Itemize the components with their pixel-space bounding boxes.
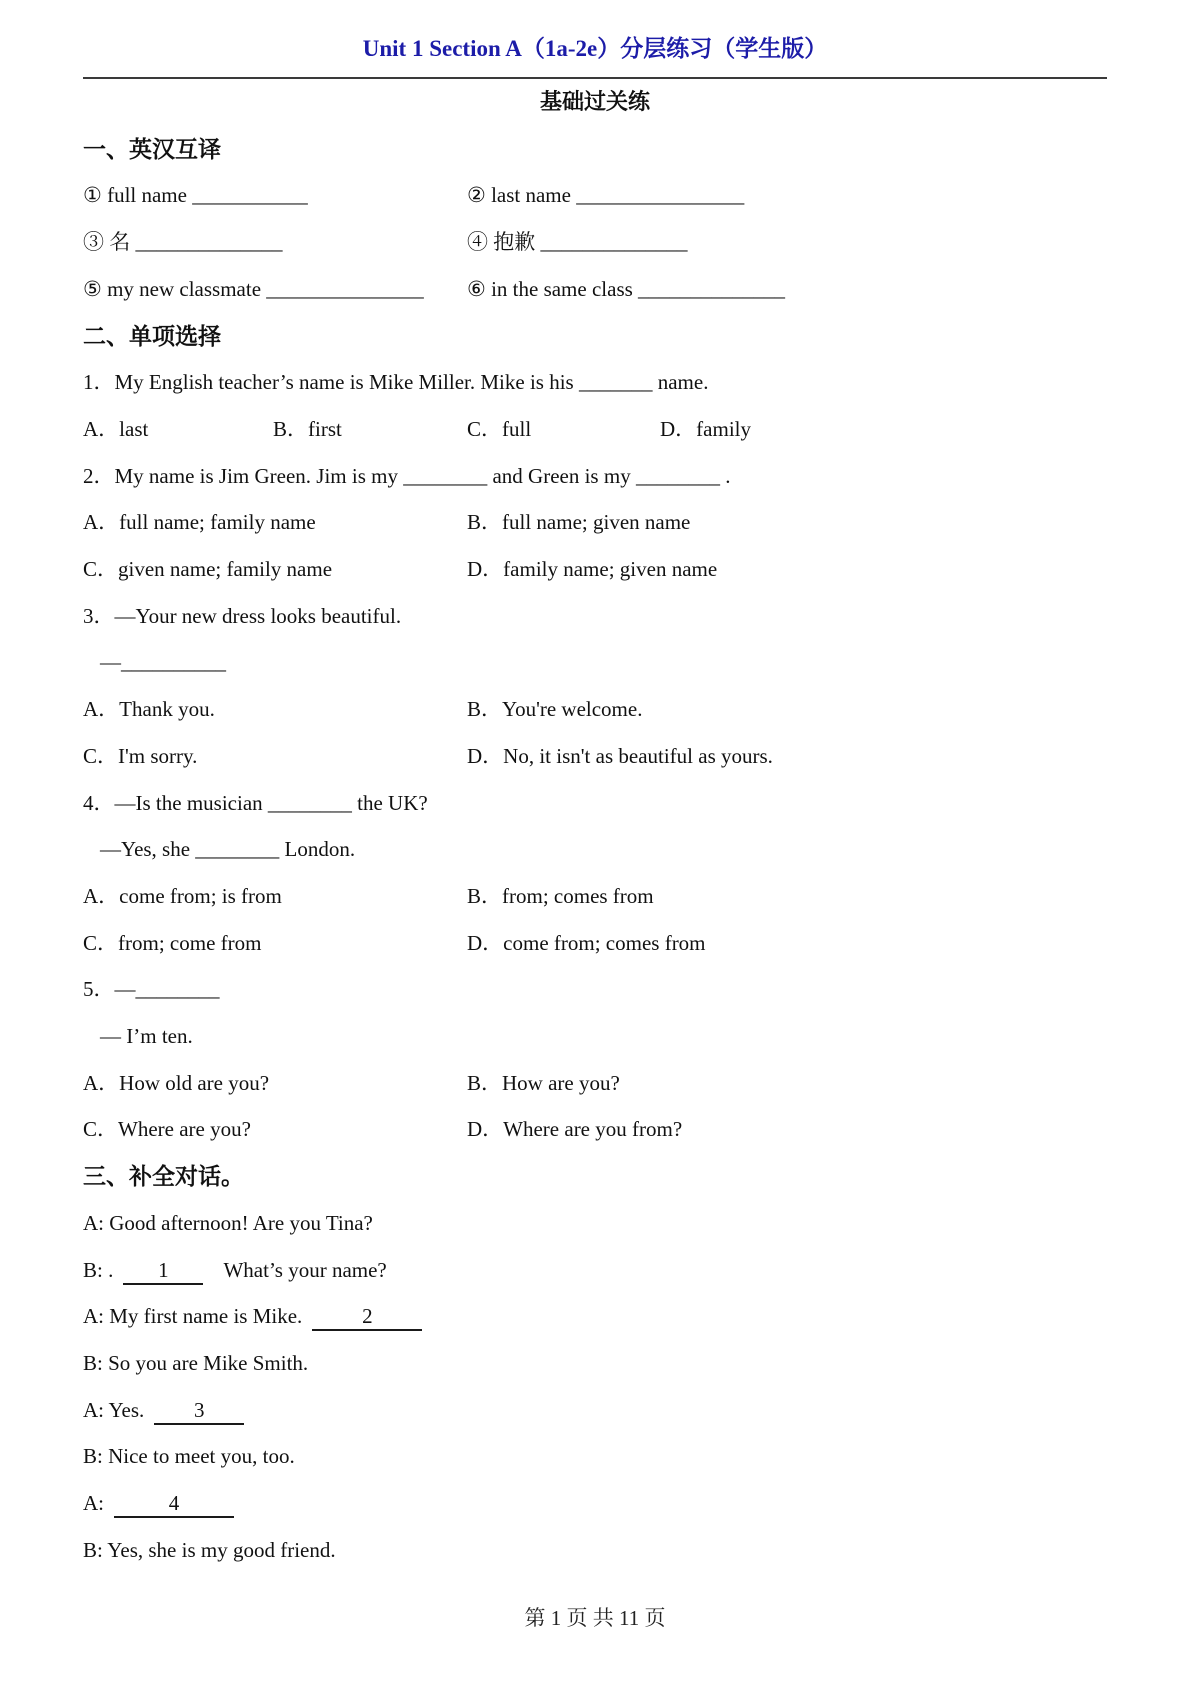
option: C．full	[467, 416, 532, 441]
options-row	[83, 873, 1107, 920]
dialogue-text: B: .	[83, 1257, 114, 1282]
option: D．come from; comes from	[467, 930, 706, 955]
dialogue-line: B: Nice to meet you, too.	[83, 1444, 295, 1469]
question-stem: 5．—________	[83, 977, 220, 1002]
question-stem: 1．My English teacher’s name is Mike Miller. Mike is his _______ name.	[83, 370, 709, 395]
section-translation-heading: 一、英汉互译	[83, 135, 221, 162]
dialogue-text: A: My first name is Mike.	[83, 1304, 303, 1329]
option: B．full name; given name	[467, 510, 691, 535]
page-title: Unit 1 Section A（1a-2e）分层练习（学生版）	[362, 36, 828, 61]
options-row	[83, 733, 1107, 780]
dialogue-line: B: Yes, she is my good friend.	[83, 1537, 336, 1562]
translation-item: ⑤ my new classmate _______________	[83, 276, 424, 301]
translation-item: ① full name ___________	[83, 183, 308, 208]
question-stem: 3．—Your new dress looks beautiful.	[83, 603, 402, 628]
subtitle: 基础过关练	[539, 89, 650, 114]
option: D．family	[660, 416, 751, 441]
dialogue-text: What’s your name?	[213, 1257, 387, 1282]
options-row	[83, 546, 1107, 593]
question-stem: 4．—Is the musician ________ the UK?	[83, 790, 428, 815]
dialogue-line	[83, 1480, 1107, 1527]
option: B．How are you?	[467, 1070, 620, 1095]
translation-row	[83, 219, 1107, 266]
question-stem-reply: — I’m ten.	[100, 1024, 193, 1049]
question-stem-reply: —__________	[100, 650, 226, 675]
dialogue-blank: 1	[123, 1257, 203, 1285]
options-row	[83, 1060, 1107, 1107]
page-footer: 第 1 页 共 11 页	[524, 1606, 666, 1630]
option: A．Thank you.	[83, 697, 215, 722]
dialogue-line: B: So you are Mike Smith.	[83, 1350, 309, 1375]
option: D．No, it isn't as beautiful as yours.	[467, 743, 773, 768]
dialogue-line	[83, 1247, 1107, 1294]
translation-row	[83, 266, 1107, 313]
translation-item: ⑥ in the same class ______________	[467, 276, 786, 301]
option: A．full name; family name	[83, 510, 316, 535]
dialogue-blank: 4	[114, 1490, 234, 1518]
dialogue-blank: 2	[312, 1303, 422, 1331]
dialogue-blank: 3	[154, 1397, 244, 1425]
option: A．How old are you?	[83, 1070, 270, 1095]
options-row	[83, 686, 1107, 733]
option: C．given name; family name	[83, 557, 333, 582]
translation-item: ④ 抱歉 ______________	[467, 230, 688, 255]
option: D．Where are you from?	[467, 1117, 683, 1142]
options-row	[83, 406, 1107, 453]
option: B．first	[273, 416, 342, 441]
dialogue-line	[83, 1293, 1107, 1340]
dialogue-line	[83, 1387, 1107, 1434]
options-row	[83, 499, 1107, 546]
option: C．I'm sorry.	[83, 743, 198, 768]
translation-item: ③ 名 ______________	[83, 230, 283, 255]
question-stem: 2．My name is Jim Green. Jim is my ________ and Green is my ________ .	[83, 463, 731, 488]
section-dialogue-heading: 三、补全对话。	[83, 1163, 244, 1190]
option: C．Where are you?	[83, 1117, 251, 1142]
question-stem-reply: —Yes, she ________ London.	[100, 837, 356, 862]
option: A．come from; is from	[83, 883, 282, 908]
worksheet-body	[0, 79, 1190, 1574]
dialogue-text: A: Yes.	[83, 1397, 145, 1422]
option: D．family name; given name	[467, 557, 718, 582]
dialogue-line: A: Good afternoon! Are you Tina?	[83, 1210, 373, 1235]
option: A．last	[83, 416, 149, 441]
options-row	[83, 920, 1107, 967]
translation-item: ② last name ________________	[467, 183, 745, 208]
dialogue-text: A:	[83, 1491, 104, 1516]
options-row	[83, 1106, 1107, 1153]
option: B．from; comes from	[467, 883, 654, 908]
option: B．You're welcome.	[467, 697, 643, 722]
section-choice-heading: 二、单项选择	[83, 322, 221, 349]
translation-row	[83, 172, 1107, 219]
option: C．from; come from	[83, 930, 262, 955]
